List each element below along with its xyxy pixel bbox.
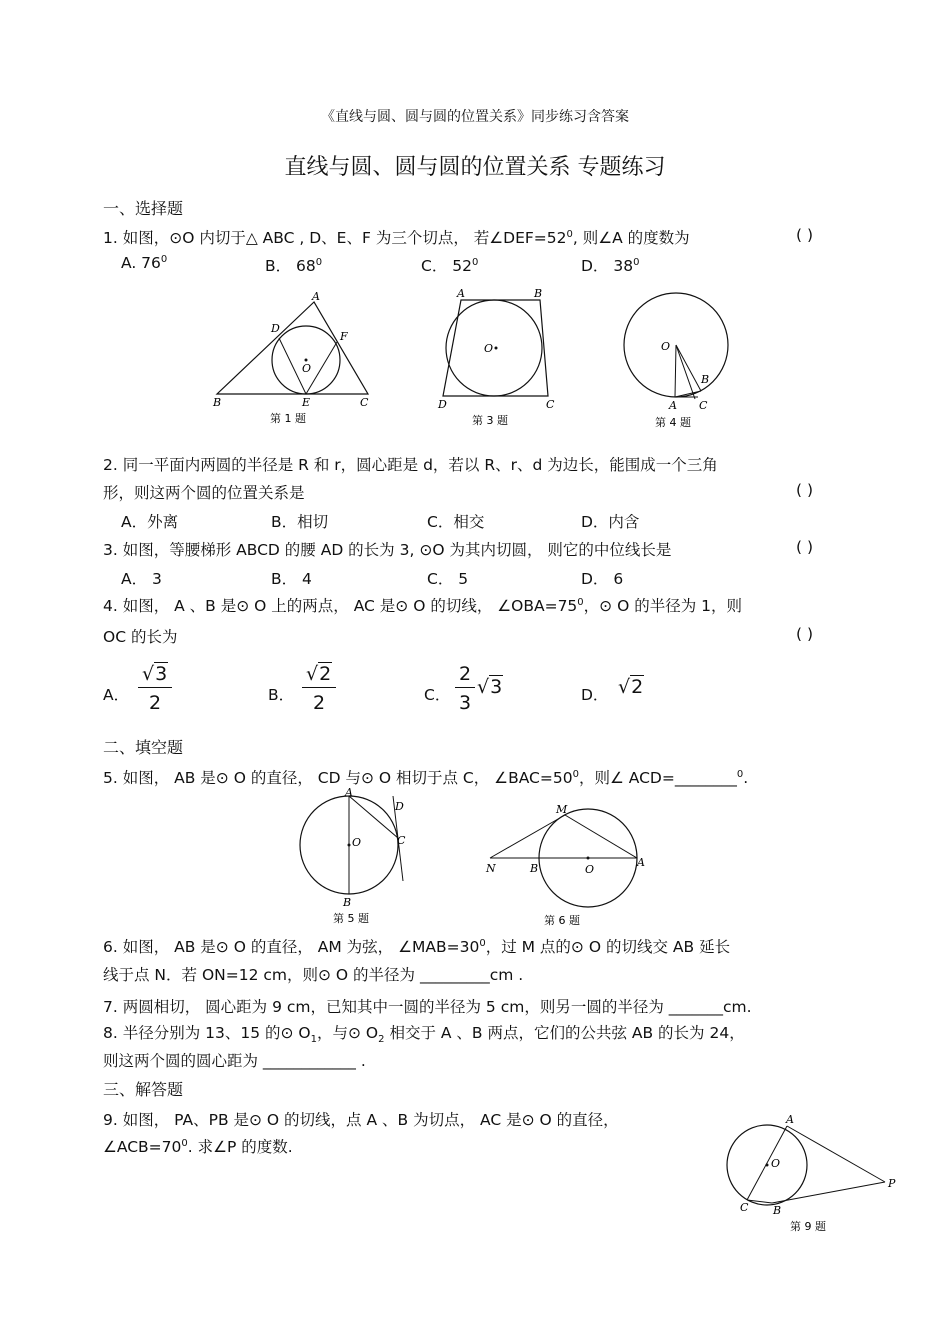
fig5-label-b: B — [343, 896, 352, 909]
answer-paren: ( ) — [796, 625, 814, 643]
fig3-label-c: C — [546, 398, 555, 411]
question-4-line2: OC 的长为 — [103, 628, 178, 646]
fig5-label-a: A — [345, 786, 353, 799]
figure-9 — [718, 1108, 908, 1236]
figure-1 — [205, 288, 385, 433]
fig9-label-p: P — [888, 1177, 896, 1190]
fig3-label-b: B — [534, 287, 543, 300]
figure-6 — [480, 800, 650, 932]
question-4: 4. 如图， A 、B 是⊙ O 上的两点， AC 是⊙ O 的切线， $\angle OBA=75^0$，⊙ O 的半径为 1，则 — [103, 596, 743, 615]
figure-3 — [430, 286, 560, 434]
fig1-label-d: D — [271, 322, 280, 335]
option-c: C． $52^0$ — [421, 256, 479, 275]
question-1 — [103, 226, 690, 248]
question-9-line2: $\angle ACB=70^0$. 求∠P 的度数. — [103, 1137, 293, 1156]
option-d: D． — [581, 686, 609, 704]
question-2-line2: 形，则这两个圆的位置关系是 — [103, 484, 305, 502]
fig3-label-a: A — [457, 287, 465, 300]
fig3-caption: 第 3 题 — [472, 414, 508, 427]
fig6-caption: 第 6 题 — [544, 914, 580, 927]
question-7: 7. 两圆相切， 圆心距为 9 cm，已知其中一圆的半径为 5 cm，则另一圆的半径为 _______cm. — [103, 998, 752, 1016]
fig6-label-o: O — [585, 863, 595, 876]
fig4-label-a: A — [669, 399, 677, 412]
page-title: 直线与圆、圆与圆的位置关系 专题练习 — [284, 155, 666, 180]
fig1-label-o: O — [302, 362, 312, 375]
question-3: 3. 如图，等腰梯形 ABCD 的腰 AD 的长为 3, ⊙O 为其内切圆， 则它的中位线长是 — [103, 541, 672, 559]
option-d-sqrt: √2 — [618, 676, 644, 698]
fig6-label-a: A — [637, 856, 645, 869]
option-c: C． — [424, 686, 451, 704]
option-a: A． — [103, 686, 130, 704]
answer-paren: ( ) — [796, 538, 814, 556]
question-5: 5. 如图， AB 是⊙ O 的直径， CD 与⊙ O 相切于点 C， $\angle BAC=50^0$，则∠ ACD=________$^0$. — [103, 768, 749, 787]
fig9-label-b: B — [773, 1204, 782, 1217]
option-c-fraction: $\frac{2}{3}$ — [455, 663, 475, 714]
option-a-fraction: $\frac{√3}{2}$ — [138, 663, 172, 714]
option-d: D． $38^0$ — [581, 256, 640, 275]
option-a: A. $76^0$ — [121, 254, 168, 273]
option-c: C．相交 — [427, 513, 485, 531]
fig9-label-a: A — [786, 1113, 794, 1126]
fig4-label-c: C — [699, 399, 708, 412]
fig5-caption: 第 5 题 — [333, 912, 369, 925]
section-heading-choice: 一、选择题 — [103, 199, 184, 218]
section-heading-solve: 三、解答题 — [103, 1080, 184, 1099]
option-b: B．相切 — [271, 513, 329, 531]
fig6-label-n: N — [486, 862, 496, 875]
fig9-caption: 第 9 题 — [790, 1220, 826, 1233]
option-a: A． 3 — [121, 570, 162, 588]
fig5-label-d: D — [395, 800, 404, 813]
fig5-label-c: C — [397, 834, 406, 847]
option-b: B． — [268, 686, 295, 704]
option-a: A．外离 — [121, 513, 179, 531]
section-heading-fill: 二、填空题 — [103, 738, 184, 757]
fig6-label-m: M — [556, 803, 568, 816]
fig3-label-d: D — [438, 398, 447, 411]
fig6-label-b: B — [530, 862, 539, 875]
fig4-caption: 第 4 题 — [655, 416, 691, 429]
fig4-label-o: O — [661, 340, 671, 353]
question-6-line2: 线于点 N．若 ON=12 cm，则⊙ O 的半径为 _________cm . — [103, 966, 524, 984]
fig1-label-c: C — [360, 396, 369, 409]
question-1-text-tail: , 则∠A 的度数为 — [572, 229, 690, 247]
fig9-label-o: O — [771, 1157, 781, 1170]
fig3-label-o: O — [484, 342, 494, 355]
degree-mark: 0 — [566, 228, 573, 240]
fig9-label-c: C — [740, 1201, 749, 1214]
question-1-text: 1. 如图，⊙O 内切于△ ABC , D、E、F 为三个切点， 若∠DEF=52 — [103, 229, 567, 247]
fig4-label-b: B — [701, 373, 710, 386]
option-d: D． 6 — [581, 570, 624, 588]
fig1-label-e: E — [302, 396, 311, 409]
figure-5 — [293, 786, 418, 930]
fig1-label-f: F — [340, 330, 348, 343]
question-8-line2: 则这两个圆的圆心距为 ____________ . — [103, 1052, 366, 1070]
fig1-label-b: B — [213, 396, 222, 409]
fig1-label-a: A — [312, 290, 320, 303]
option-c: C． 5 — [427, 570, 469, 588]
option-b-fraction: $\frac{√2}{2}$ — [302, 663, 336, 714]
option-b: B． $68^0$ — [265, 256, 323, 275]
question-9: 9. 如图， PA、PB 是⊙ O 的切线，点 A 、B 为切点， AC 是⊙ O 的直径， — [103, 1111, 619, 1129]
answer-paren: ( ) — [796, 226, 814, 244]
option-b: B． 4 — [271, 570, 312, 588]
fig5-label-o: O — [352, 836, 362, 849]
option-d: D．内含 — [581, 513, 640, 531]
figure-4 — [615, 288, 735, 436]
option-c-sqrt: √3 — [477, 676, 503, 698]
page-top-title: 《直线与圆、圆与圆的位置关系》同步练习含答案 — [321, 109, 629, 125]
question-6: 6. 如图， AB 是⊙ O 的直径， AM 为弦， $\angle MAB=30^0$，过 M 点的⊙ O 的切线交 AB 延长 — [103, 937, 731, 956]
question-2: 2. 同一平面内两圆的半径是 R 和 r，圆心距是 d，若以 R、r、d 为边长，能围成一个三角 — [103, 456, 718, 474]
question-8: 8. 半径分别为 13、15 的⊙ $O_1$，与⊙ $O_2$ 相交于 A 、B 两点，它们的公共弦 AB 的长为 24， — [103, 1024, 745, 1046]
answer-paren: ( ) — [796, 481, 814, 499]
fig1-caption: 第 1 题 — [270, 412, 306, 425]
